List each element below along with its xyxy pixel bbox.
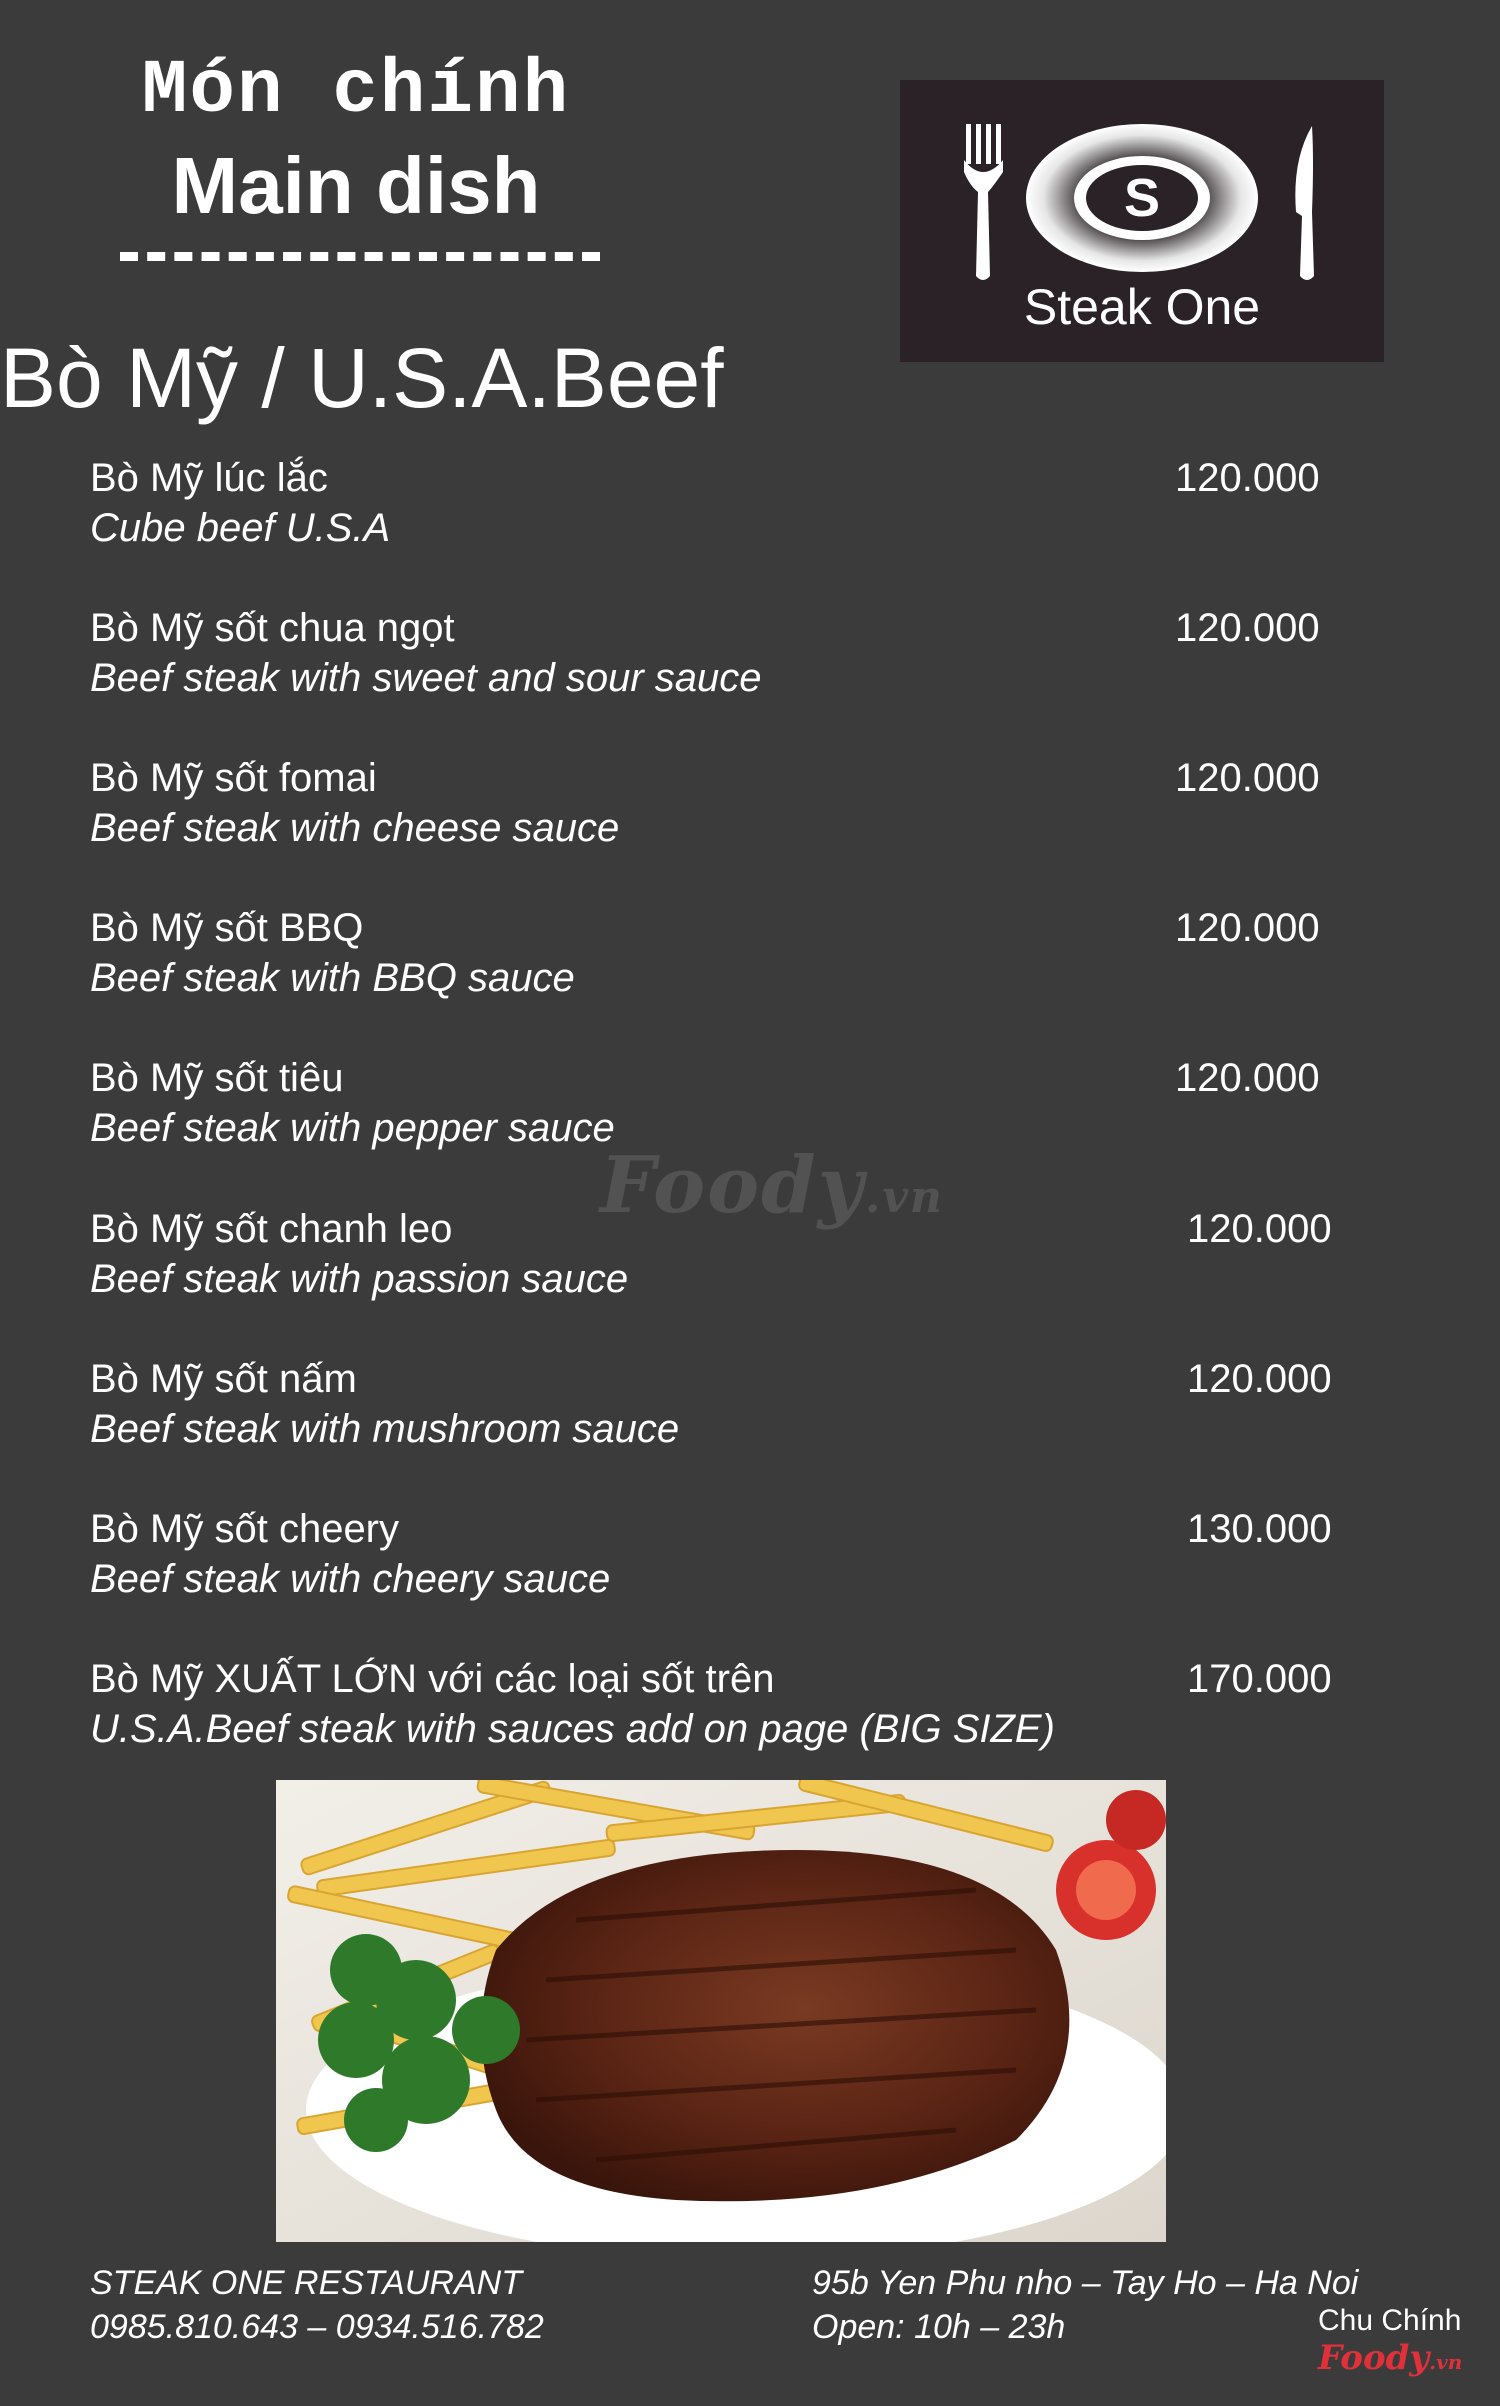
foody-logo-text: Foody (1318, 2338, 1430, 2378)
page-title-english: Main dish (171, 141, 541, 230)
dish-name-vietnamese: Bò Mỹ sốt fomai (90, 756, 377, 800)
s-plate-fork-knife-icon (900, 80, 1384, 362)
menu-item (90, 906, 1350, 1026)
page-title-vietnamese: Món chính (141, 48, 571, 134)
dish-name-english: Beef steak with pepper sauce (90, 1106, 615, 1150)
menu-item (90, 456, 1350, 576)
dish-price: 120.000 (1175, 756, 1320, 800)
dish-name-vietnamese: Bò Mỹ XUẤT LỚN với các loại sốt trên (90, 1657, 775, 1701)
watermark-text: Foody (600, 1140, 866, 1231)
dish-price: 120.000 (1187, 1357, 1332, 1401)
dish-price: 120.000 (1175, 906, 1320, 950)
dish-name-vietnamese: Bò Mỹ sốt chua ngọt (90, 606, 455, 650)
foody-logo-suffix: .vn (1429, 2350, 1463, 2374)
dish-name-english: Cube beef U.S.A (90, 506, 391, 550)
menu-item (90, 1357, 1350, 1477)
credit-name: Chu Chính (1318, 2304, 1462, 2337)
dish-price: 130.000 (1187, 1507, 1332, 1551)
dish-name-english: U.S.A.Beef steak with sauces add on page (BIG SIZE) (90, 1707, 1055, 1751)
dish-name-vietnamese: Bò Mỹ sốt tiêu (90, 1056, 344, 1100)
dish-price: 120.000 (1175, 1056, 1320, 1100)
section-title: Bò Mỹ / U.S.A.Beef (0, 331, 724, 425)
dish-name-vietnamese: Bò Mỹ sốt cheery (90, 1507, 400, 1551)
steak-with-fries-photo (276, 1780, 1166, 2242)
opening-hours: Open: 10h – 23h (812, 2308, 1066, 2346)
dish-name-vietnamese: Bò Mỹ lúc lắc (90, 456, 328, 500)
menu-item (90, 1056, 1350, 1176)
dish-name-english: Beef steak with cheese sauce (90, 806, 620, 850)
foody-logo (1318, 2338, 1462, 2378)
address: 95b Yen Phu nho – Tay Ho – Ha Noi (812, 2264, 1359, 2302)
watermark-suffix: .vn (865, 1172, 944, 1223)
dish-price: 120.000 (1175, 456, 1320, 500)
dish-name-vietnamese: Bò Mỹ sốt BBQ (90, 906, 364, 950)
dish-name-vietnamese: Bò Mỹ sốt chanh leo (90, 1207, 453, 1251)
dish-name-english: Beef steak with passion sauce (90, 1257, 629, 1301)
phone-numbers: 0985.810.643 – 0934.516.782 (90, 2308, 544, 2346)
dish-name-english: Beef steak with mushroom sauce (90, 1407, 680, 1451)
dish-name-english: Beef steak with cheery sauce (90, 1557, 611, 1601)
menu-item (90, 1507, 1350, 1627)
dish-price: 120.000 (1187, 1207, 1332, 1251)
dish-name-english: Beef steak with BBQ sauce (90, 956, 575, 1000)
title-divider (120, 252, 600, 271)
menu-item (90, 1207, 1350, 1327)
menu-item (90, 606, 1350, 726)
dish-price: 170.000 (1187, 1657, 1332, 1701)
steak-one-logo (900, 80, 1384, 362)
dish-price: 120.000 (1175, 606, 1320, 650)
restaurant-name: STEAK ONE RESTAURANT (90, 2264, 522, 2302)
menu-item (90, 756, 1350, 876)
dish-name-english: Beef steak with sweet and sour sauce (90, 656, 762, 700)
dish-name-vietnamese: Bò Mỹ sốt nấm (90, 1357, 357, 1401)
svg-text:S: S (1123, 168, 1161, 228)
logo-text: Steak One (1023, 279, 1261, 335)
menu-item (90, 1657, 1350, 1777)
